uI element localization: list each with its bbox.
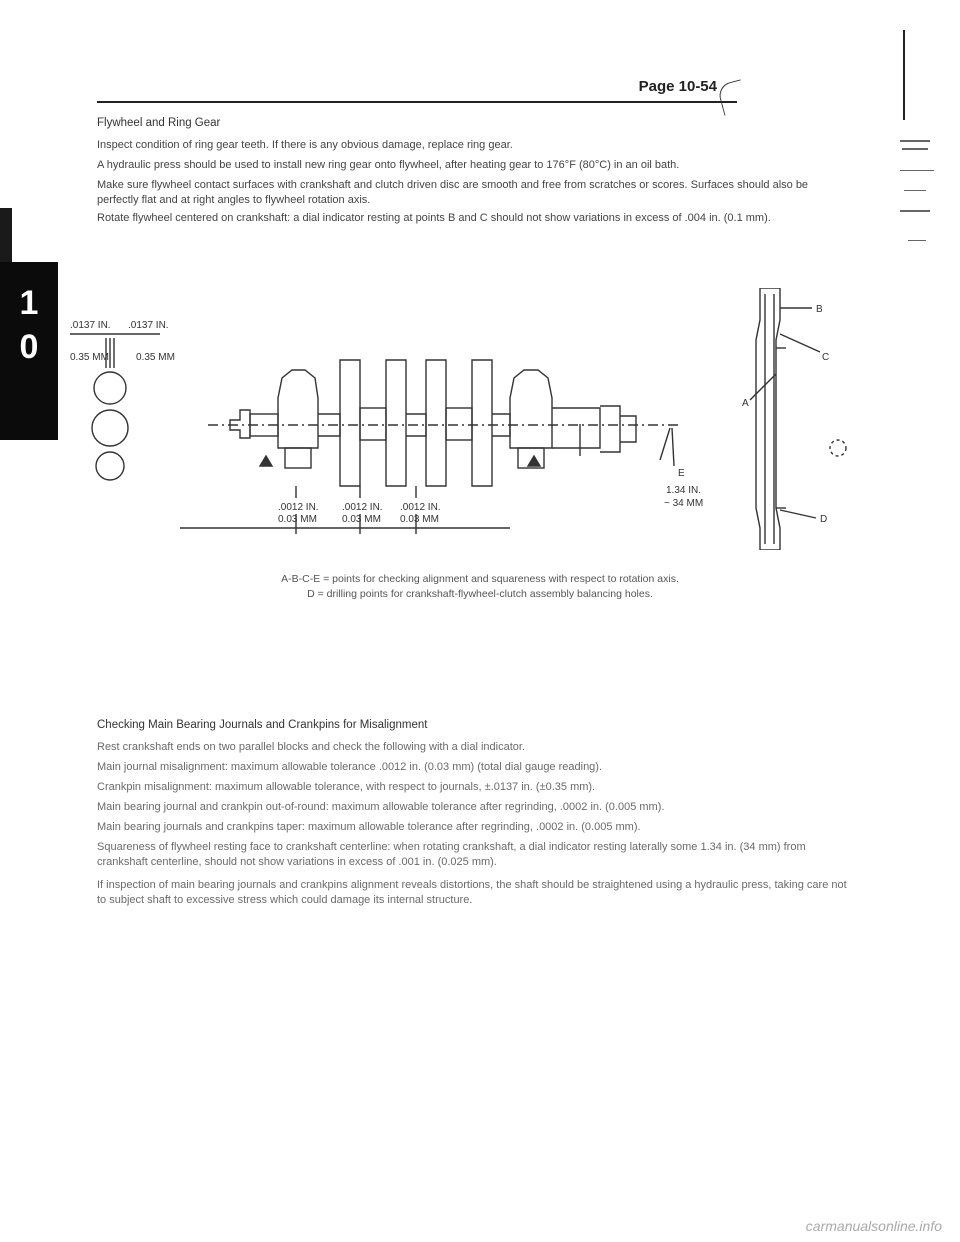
- dim-label: 0.03 MM: [342, 514, 381, 525]
- paragraph: Inspect condition of ring gear teeth. If there is any obvious damage, replace ring gear.: [97, 139, 513, 151]
- point-label-b: B: [816, 304, 823, 315]
- dim-label: .0137 IN.: [128, 320, 169, 331]
- dim-label: .0012 IN.: [400, 502, 441, 513]
- paragraph: If inspection of main bearing journals and crankpins alignment reveals distortions, the shaft should be straightened using a hydraulic press, taking care not to subject shaft to excessive stress which could damage its internal structure.: [97, 879, 847, 906]
- margin-line: [903, 30, 905, 120]
- chapter-digit-0: 0: [19, 328, 39, 366]
- point-label-a: A: [742, 398, 749, 409]
- chapter-tab-strip: [0, 208, 12, 264]
- paragraph: Rest crankshaft ends on two parallel blocks and check the following with a dial indicator.: [97, 741, 526, 753]
- corner-binding-mark: [716, 79, 748, 115]
- dim-label: .0012 IN.: [278, 502, 319, 513]
- header-rule: [97, 101, 737, 103]
- section-title-flywheel: Flywheel and Ring Gear: [97, 117, 221, 129]
- section-title-misalignment: Checking Main Bearing Journals and Crankpins for Misalignment: [97, 719, 428, 731]
- chapter-digit-1: 1: [19, 284, 39, 322]
- dim-label: 0.03 MM: [400, 514, 439, 525]
- dim-label: .0012 IN.: [342, 502, 383, 513]
- dim-label: ~ 34 MM: [664, 498, 704, 509]
- figure-caption: D = drilling points for crankshaft-flywheel-clutch assembly balancing holes.: [307, 588, 653, 600]
- dim-label: 0.35 MM: [70, 352, 109, 363]
- point-label-e: E: [678, 468, 685, 479]
- crankshaft-diagram: [60, 288, 860, 550]
- paragraph: A hydraulic press should be used to install new ring gear onto flywheel, after heating gear to 176°F (80°C) in an oil bath.: [97, 159, 680, 171]
- dim-label: 0.03 MM: [278, 514, 317, 525]
- point-label-d: D: [820, 514, 828, 525]
- watermark: carmanualsonline.info: [805, 1218, 942, 1234]
- paragraph: Rotate flywheel centered on crankshaft: a dial indicator resting at points B and C should not show variations in excess of .004 in. (0.1 mm).: [97, 212, 771, 224]
- page-number: Page 10-54: [638, 78, 717, 95]
- chapter-tab: [0, 262, 58, 440]
- paragraph: Main bearing journal and crankpin out-of-round: maximum allowable tolerance after regrinding, .0002 in. (0.005 mm).: [97, 801, 665, 813]
- dim-label: 1.34 IN.: [666, 485, 702, 496]
- paragraph: Crankpin misalignment: maximum allowable tolerance, with respect to journals, ±.0137 in. (±0.35 mm).: [97, 781, 596, 793]
- point-label-c: C: [822, 352, 830, 363]
- paragraph: Squareness of flywheel resting face to crankshaft centerline: when rotating crankshaft, a dial indicator resting laterally some 1.34 in. (34 mm) from crankshaft centerline, should not show variations in excess of .001 in. (0.025 mm).: [97, 841, 806, 868]
- dim-label: .0137 IN.: [70, 320, 111, 331]
- dim-label: 0.35 MM: [136, 352, 175, 363]
- paragraph: Main bearing journals and crankpins taper: maximum allowable tolerance after regrinding, .0002 in. (0.005 mm).: [97, 821, 641, 833]
- paragraph: Main journal misalignment: maximum allowable tolerance .0012 in. (0.03 mm) (total dial gauge reading).: [97, 761, 603, 773]
- figure-caption: A-B-C-E = points for checking alignment and squareness with respect to rotation axis.: [281, 573, 679, 585]
- paragraph: Make sure flywheel contact surfaces with crankshaft and clutch driven disc are smooth and free from scratches or scores. Surfaces should also be perfectly flat and at right angles to flywheel rotation axis.: [97, 179, 809, 206]
- margin-scan-artifacts: [900, 140, 940, 260]
